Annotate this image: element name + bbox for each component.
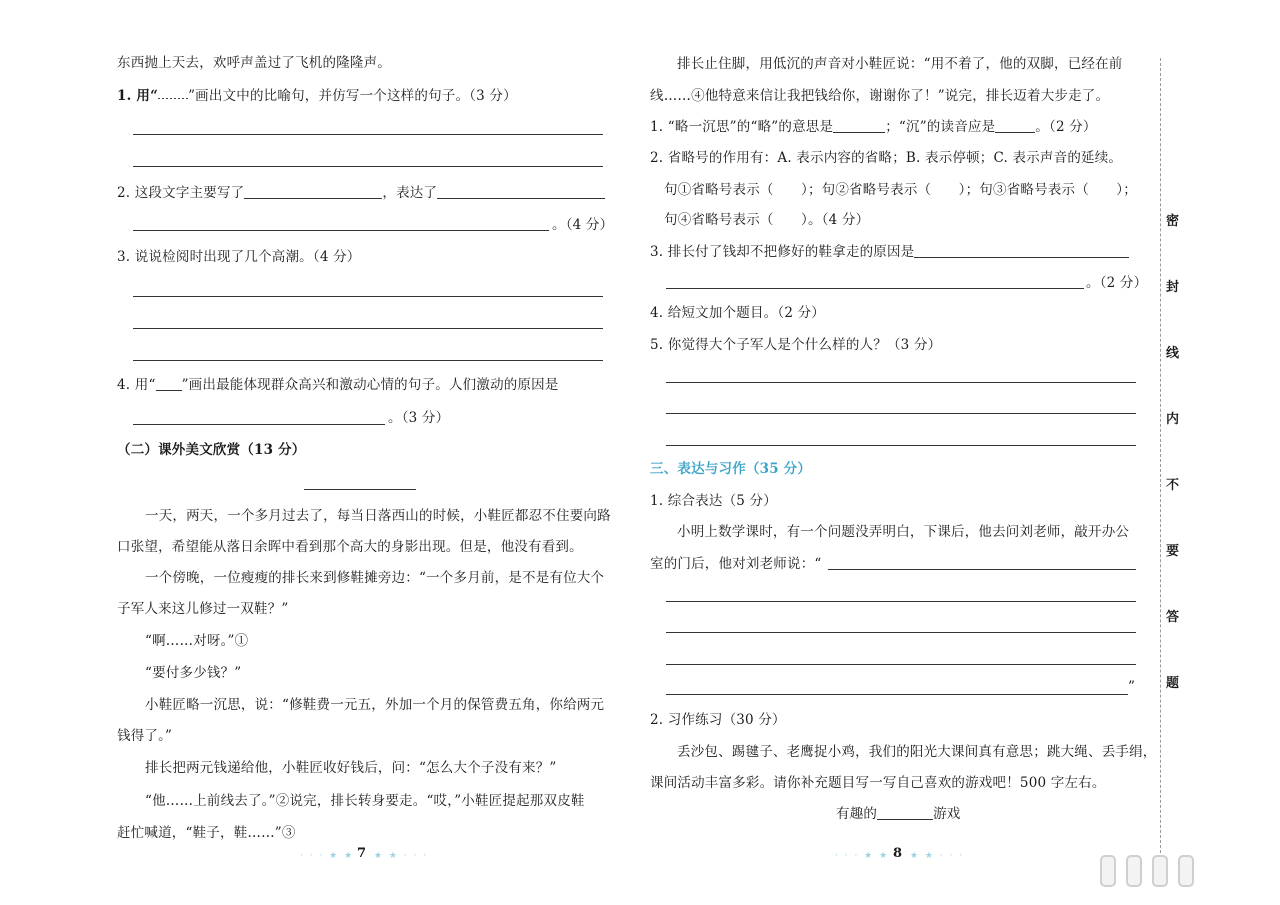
answer-blank[interactable] xyxy=(437,185,605,199)
right-question-4: 4. 给短文加个题目。（2 分） xyxy=(650,305,826,321)
right-question-3 xyxy=(650,243,1129,261)
side-char: 内 xyxy=(1166,412,1180,427)
q2-line-1: 句①省略号表示（ ）；句②省略号表示（ ）；句③省略号表示（ ）； xyxy=(664,182,1137,198)
question-3: 3. 说说检阅时出现了几个高潮。（4 分） xyxy=(117,249,361,265)
side-char: 不 xyxy=(1166,478,1180,493)
answer-line[interactable] xyxy=(828,569,1136,570)
para-7b: 赶忙喊道，“鞋子，鞋……”③ xyxy=(117,825,296,841)
q2-label: 2. 这段文字主要写了 xyxy=(117,185,245,201)
right-question-1 xyxy=(650,118,1097,136)
bar-icon xyxy=(1152,855,1168,887)
bar-icon xyxy=(1126,855,1142,887)
answer-blank[interactable] xyxy=(914,244,1129,258)
para-5b: 钱得了。” xyxy=(117,728,173,744)
para-1a: 一天，两天，一个多月过去了，每当日落西山的时候，小鞋匠都忍不住要向路 xyxy=(145,508,611,524)
rq1-score: 。（2 分） xyxy=(1035,119,1097,135)
title-prefix: 有趣的 xyxy=(836,806,878,822)
right-question-2: 2. 省略号的作用有：A. 表示内容的省略；B. 表示停顿；C. 表示声音的延续。 xyxy=(650,150,1123,166)
title-blank[interactable] xyxy=(304,489,416,490)
side-char: 答 xyxy=(1166,610,1180,625)
c2-para-1: 丢沙包、踢毽子、老鹰捉小鸡，我们的阳光大课间真有意思；跳大绳、丢手绢， xyxy=(677,744,1157,760)
para-5a: 小鞋匠略一沉思，说：“修鞋费一元五，外加一个月的保管费五角，你给两元 xyxy=(145,697,605,713)
answer-line[interactable] xyxy=(133,328,603,329)
question-2 xyxy=(117,184,605,202)
side-char: 线 xyxy=(1166,346,1180,361)
answer-line[interactable] xyxy=(133,166,603,167)
side-char: 封 xyxy=(1166,280,1180,295)
title-blank[interactable] xyxy=(877,806,933,820)
binding-dashed-line xyxy=(1160,58,1161,863)
q2-score: 。（4 分） xyxy=(552,217,614,233)
answer-line[interactable] xyxy=(133,360,603,361)
answer-line[interactable] xyxy=(666,601,1136,602)
answer-line[interactable] xyxy=(666,382,1136,383)
section-2-heading: （二）课外美文欣赏（13 分） xyxy=(117,442,306,458)
answer-blank[interactable] xyxy=(156,381,182,391)
para-6: 排长把两元钱递给他，小鞋匠收好钱后，问：“怎么大个子没有来？” xyxy=(145,760,557,776)
page-number-8: 8 xyxy=(893,846,903,861)
q4-label: 4. 用“ xyxy=(117,377,156,393)
q1-text: ”画出文中的比喻句，并仿写一个这样的句子。（3 分） xyxy=(188,88,517,104)
composition-title xyxy=(836,805,961,823)
bar-icon xyxy=(1178,855,1194,887)
page-number-7: 7 xyxy=(357,846,367,861)
answer-blank[interactable] xyxy=(244,185,382,199)
rq3-label: 3. 排长付了钱却不把修好的鞋拿走的原因是 xyxy=(650,244,915,260)
answer-line[interactable] xyxy=(666,664,1136,665)
question-1 xyxy=(117,87,517,105)
para-2b: 子军人来这儿修过一双鞋？” xyxy=(117,601,289,617)
q4-text: ”画出最能体现群众高兴和激动心情的句子。人们激动的原因是 xyxy=(181,377,559,393)
answer-blank[interactable] xyxy=(995,119,1035,133)
para-1b: 口张望，希望能从落日余晖中看到那个高大的身影出现。但是，他没有看到。 xyxy=(117,539,583,555)
para-3: “啊……对呀。”① xyxy=(145,633,249,649)
answer-blank[interactable] xyxy=(833,119,885,133)
title-suffix: 游戏 xyxy=(933,806,961,822)
rq1-label: 1. “略一沉思”的“略”的意思是 xyxy=(650,119,834,135)
watermark-bars-icon xyxy=(1100,855,1194,887)
answer-line[interactable] xyxy=(666,288,1084,289)
question-4 xyxy=(117,376,559,394)
rq1-mid: ；“沉”的读音应是 xyxy=(885,119,996,135)
q1-label: 1. 用“ xyxy=(117,88,159,104)
side-char: 题 xyxy=(1166,676,1180,691)
c1-para-2: 室的门后，他对刘老师说：“ xyxy=(650,556,822,572)
c1-para-1: 小明上数学课时，有一个问题没弄明白，下课后，他去问刘老师，敲开办公 xyxy=(677,524,1130,540)
text-continuation: 东西抛上天去，欢呼声盖过了飞机的隆隆声。 xyxy=(117,55,391,71)
answer-line[interactable] xyxy=(133,296,603,297)
c2-para-2: 课间活动丰富多彩。请你补充题目写一写自己喜欢的游戏吧！500 字左右。 xyxy=(650,775,1106,791)
q4-score: 。（3 分） xyxy=(388,410,450,426)
answer-line[interactable] xyxy=(133,424,385,425)
right-para-1: 排长止住脚，用低沉的声音对小鞋匠说：“用不着了，他的双脚，已经在前 xyxy=(677,56,1123,72)
side-char: 要 xyxy=(1166,544,1180,559)
q2-line-2: 句④省略号表示（ ）。（4 分） xyxy=(664,212,870,228)
para-7a: “他……上前线去了。”②说完，排长转身要走。“哎，”小鞋匠提起那双皮鞋 xyxy=(145,793,585,809)
answer-line[interactable] xyxy=(666,632,1136,633)
answer-line[interactable] xyxy=(133,134,603,135)
rq3-score: 。（2 分） xyxy=(1086,275,1148,291)
page-deco-left: · · · ★ ★ xyxy=(300,851,355,861)
right-question-5: 5. 你觉得大个子军人是个什么样的人？（3 分） xyxy=(650,337,942,353)
page-deco-right: ★ ★ · · · xyxy=(374,851,429,861)
answer-line[interactable] xyxy=(666,694,1128,695)
side-char: 密 xyxy=(1166,214,1180,229)
wavy-line-icon xyxy=(158,98,188,99)
page-deco-left: · · · ★ ★ xyxy=(835,851,890,861)
para-4: “要付多少钱？” xyxy=(145,665,242,681)
composite-expression: 1. 综合表达（5 分） xyxy=(650,493,777,509)
para-2a: 一个傍晚，一位瘦瘦的排长来到修鞋摊旁边：“一个多月前，是不是有位大个 xyxy=(145,570,605,586)
closing-quote: ” xyxy=(1128,679,1136,695)
answer-line[interactable] xyxy=(666,445,1136,446)
q2-mid: ，表达了 xyxy=(382,185,438,201)
answer-line[interactable] xyxy=(133,230,549,231)
section-3-heading: 三、表达与习作（35 分） xyxy=(650,461,812,477)
bar-icon xyxy=(1100,855,1116,887)
right-para-2: 线……④他特意来信让我把钱给你，谢谢你了！”说完，排长迈着大步走了。 xyxy=(650,88,1110,104)
composition-practice: 2. 习作练习（30 分） xyxy=(650,712,786,728)
answer-line[interactable] xyxy=(666,413,1136,414)
page-deco-right: ★ ★ · · · xyxy=(910,851,965,861)
